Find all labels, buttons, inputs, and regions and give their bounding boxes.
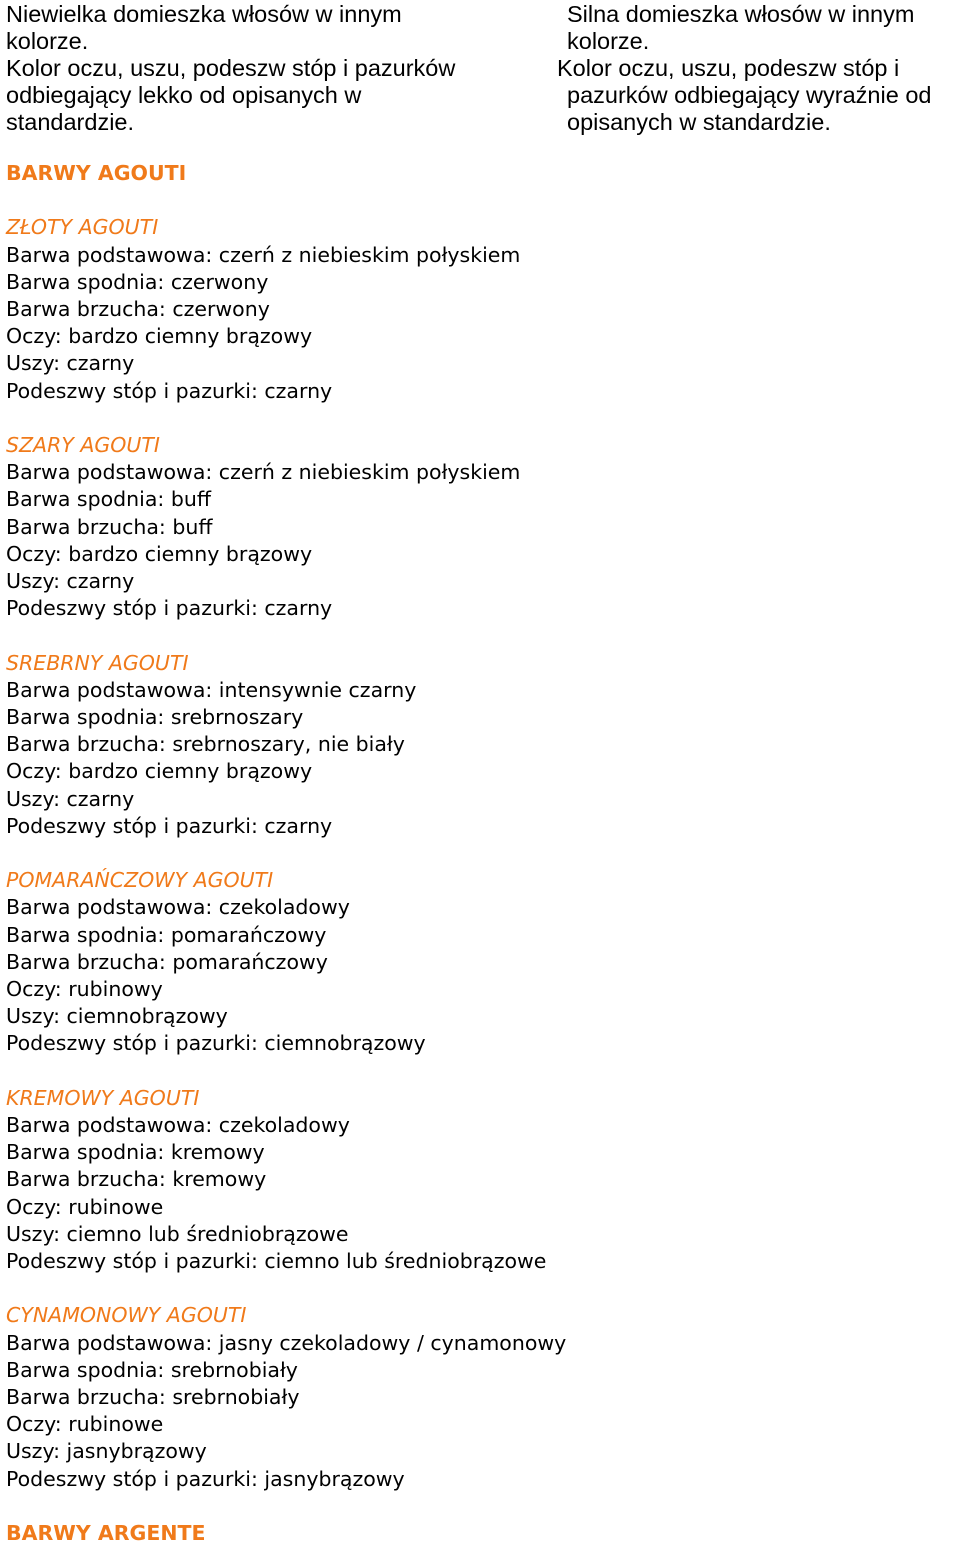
section-kremowy-agouti [6, 1085, 956, 1275]
section-line: Barwa podstawowa: czekoladowy [6, 1113, 350, 1138]
section-line: Barwa brzucha: kremowy [6, 1167, 267, 1192]
section-line: Podeszwy stóp i pazurki: ciemnobrązowy [6, 1031, 426, 1056]
section-line: Barwa spodnia: pomarańczowy [6, 922, 327, 947]
top-right-line: pazurków odbiegający wyraźnie od [567, 82, 932, 108]
section-line: Uszy: czarny [6, 569, 135, 593]
top-right-line: Kolor oczu, uszu, podeszw stóp i [557, 55, 900, 81]
section-line: Barwa spodnia: czerwony [6, 269, 269, 294]
section-line: Barwa brzucha: srebrnobiały [6, 1385, 300, 1410]
section-line: Barwa podstawowa: czerń z niebieskim połyskiem [6, 242, 521, 267]
top-left-line: kolorze. [6, 28, 89, 54]
top-left-line: odbiegający lekko od opisanych w [6, 82, 362, 108]
top-left-line: standardzie. [6, 109, 135, 135]
section-line: Oczy: bardzo ciemny brązowy [6, 759, 313, 784]
section-line: Oczy: rubinowy [6, 977, 163, 1002]
section-line: Uszy: ciemnobrązowy [6, 1004, 228, 1029]
section-srebrny-agouti [6, 650, 956, 840]
section-line: Barwa spodnia: srebrnobiały [6, 1357, 298, 1382]
section-line: Barwa brzucha: pomarańczowy [6, 949, 328, 974]
section-title: CYNAMONOWY AGOUTI [6, 1303, 247, 1328]
section-cynamonowy-agouti [6, 1302, 956, 1492]
top-right-line: Silna domieszka włosów w innym [567, 1, 915, 27]
section-title: SZARY AGOUTI [6, 432, 160, 457]
top-right-line: kolorze. [567, 28, 650, 54]
section-title: ZŁOTY AGOUTI [6, 215, 159, 240]
section-line: Barwa spodnia: srebrnoszary [6, 705, 304, 729]
section-line: Podeszwy stóp i pazurki: czarny [6, 813, 333, 838]
section-title: KREMOWY AGOUTI [6, 1085, 200, 1110]
section-line: Barwa podstawowa: czerń z niebieskim połyskiem [6, 460, 521, 485]
heading-barwy-agouti: BARWY AGOUTI [6, 161, 187, 185]
top-left-line: Niewielka domieszka włosów w innym [6, 1, 402, 27]
colour-standards [6, 160, 956, 1547]
top-left-line: Kolor oczu, uszu, podeszw stóp i pazurków [6, 55, 456, 81]
section-line: Oczy: bardzo ciemny brązowy [6, 324, 313, 349]
section-line: Barwa brzucha: srebrnoszary, nie biały [6, 732, 405, 757]
section-pomaranczowy-agouti [6, 867, 956, 1057]
section-line: Uszy: czarny [6, 351, 135, 376]
top-comparison-block [0, 0, 960, 140]
section-line: Podeszwy stóp i pazurki: czarny [6, 378, 333, 403]
section-line: Uszy: ciemno lub średniobrązowe [6, 1221, 349, 1246]
top-right-line: opisanych w standardzie. [567, 109, 831, 135]
section-line: Barwa podstawowa: intensywnie czarny [6, 677, 417, 702]
section-line: Podeszwy stóp i pazurki: jasnybrązowy [6, 1466, 405, 1491]
section-szary-agouti [6, 432, 956, 622]
section-title: SREBRNY AGOUTI [6, 650, 189, 675]
section-line: Podeszwy stóp i pazurki: ciemno lub średniobrązowe [6, 1249, 547, 1274]
section-line: Barwa podstawowa: czekoladowy [6, 895, 350, 920]
section-line: Oczy: rubinowe [6, 1412, 164, 1437]
section-line: Uszy: czarny [6, 786, 135, 811]
spacer [6, 187, 956, 214]
heading-barwy-argente: BARWY ARGENTE [6, 1521, 206, 1546]
section-line: Uszy: jasnybrązowy [6, 1439, 207, 1464]
section-line: Podeszwy stóp i pazurki: czarny [6, 596, 333, 621]
section-line: Barwa podstawowa: jasny czekoladowy / cynamonowy [6, 1330, 567, 1355]
section-line: Barwa spodnia: kremowy [6, 1140, 265, 1165]
section-zloty-agouti [6, 214, 956, 404]
section-line: Barwa spodnia: buff [6, 487, 211, 512]
top-left-note [6, 1, 546, 136]
section-line: Oczy: rubinowe [6, 1194, 164, 1219]
section-line: Oczy: bardzo ciemny brązowy [6, 541, 313, 566]
section-line: Barwa brzucha: buff [6, 514, 213, 539]
top-right-note [557, 1, 960, 136]
section-line: Barwa brzucha: czerwony [6, 296, 270, 321]
section-title: POMARAŃCZOWY AGOUTI [6, 868, 274, 893]
